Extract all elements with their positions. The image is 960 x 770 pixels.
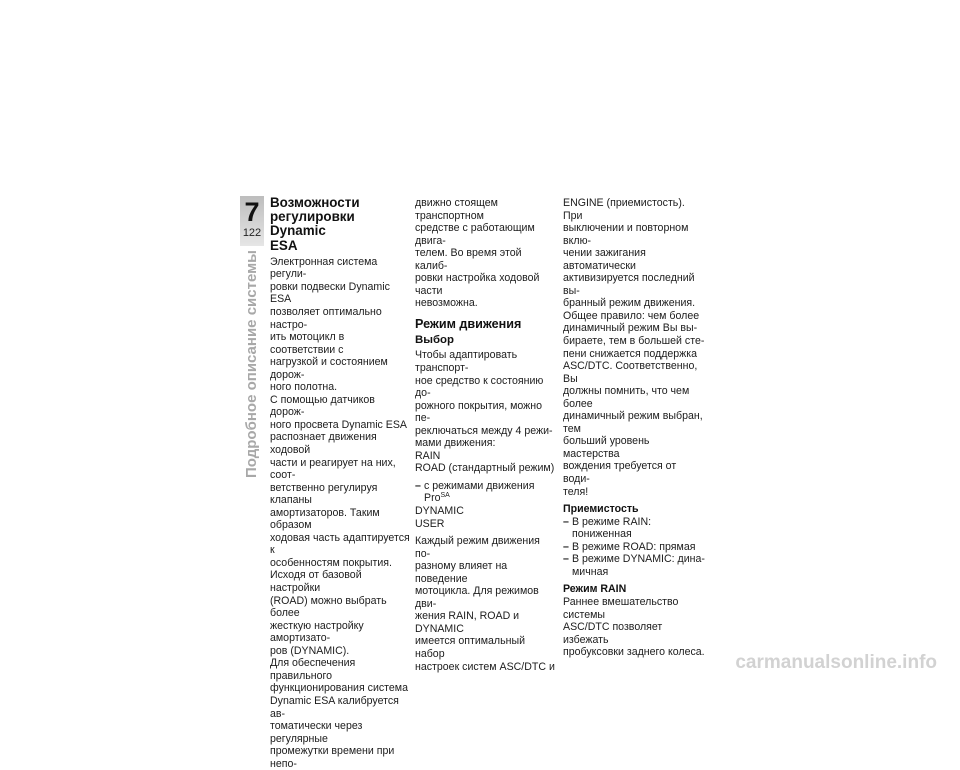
mode-user: USER	[415, 517, 445, 530]
chapter-number: 7	[244, 197, 260, 227]
sa-superscript: SA	[440, 492, 450, 500]
heading-response: Приемистость	[563, 503, 639, 516]
response-item-dynamic: – В режиме DYNAMIC: дина- мичная	[563, 553, 705, 578]
paragraph: Для обеспечения правильного функционирования система Dynamic ESA калибруется ав- томатически через регулярные промежутки времени при непо-	[270, 657, 408, 770]
paragraph: Каждый режим движения по- разному влияет на поведение мотоцикла. Для режимов дви- жения RAIN, ROAD и DYNAMIC имеется оптимальный набор настроек систем ASC/DTC и	[415, 535, 555, 673]
paragraph: движно стоящем транспортном средстве с работающим двига- телем. Во время этой калиб- ровки настройка ходовой части невозможна.	[415, 197, 540, 310]
mode-list	[415, 450, 555, 475]
heading-rain-mode: Режим RAIN	[563, 583, 627, 596]
response-item-road: – В режиме ROAD: прямая	[563, 540, 696, 553]
heading-esa: Возможности регулировки Dynamic ESA	[270, 195, 360, 253]
mode-rain: RAIN	[415, 449, 441, 462]
paragraph: С помощью датчиков дорож- ного просвета Dynamic ESA распознает движения ходовой части и реагирует на них, соот- ветственно регулируя клапаны амортизаторов. Таким образом ходовая часть адаптируется к особенностям покрытия.	[270, 393, 410, 569]
text-column-3	[563, 197, 705, 659]
paragraph: Раннее вмешательство системы ASC/DTC позволяет избежать пробуксовки заднего колеса.	[563, 595, 705, 659]
mode-list-pro	[415, 505, 555, 530]
watermark: carmanualsonline.info	[735, 652, 937, 673]
text-column-1	[270, 196, 412, 770]
subheading-selection: Выбор	[415, 333, 454, 346]
text-column-2	[415, 197, 555, 673]
paragraph: Общее правило: чем более динамичный режим Вы вы- бираете, тем в большей сте- пени снижается поддержка ASC/DTC. Соответственно, Вы должны помнить, что чем более динамичный режим выбран, тем больший уровень мастерства вождения требуется от води- теля!	[563, 309, 705, 498]
paragraph: ENGINE (приемистость). При выключении и повторном вклю- чении зажигания автоматически активизируется последний вы- бранный режим движения.	[563, 197, 696, 310]
page-number: 122	[242, 227, 262, 239]
mode-dynamic: DYNAMIC	[415, 504, 464, 517]
paragraph: Чтобы адаптировать транспорт- ное средство к состоянию до- рожного покрытия, можно пе- реключаться между 4 режи- мами движения:	[415, 349, 553, 450]
pro-modes-item: – с режимами движения Pro$^{SA}$	[415, 479, 535, 505]
response-item-rain: – В режиме RAIN: пониженная	[563, 515, 652, 541]
paragraph: Электронная система регули- ровки подвески Dynamic ESA позволяет оптимально настро- ить мотоцикл в соответствии с нагрузкой и состоянием дорож- ного полотна.	[270, 255, 390, 394]
paragraph: Исходя от базовой настройки (ROAD) можно выбрать более жесткую настройку амортизато- ров (DYNAMIC).	[270, 569, 387, 657]
section-title-vertical: Подробное описание системы	[243, 250, 260, 478]
heading-riding-mode: Режим движения	[415, 316, 522, 331]
mode-road: ROAD (стандартный режим)	[415, 462, 555, 475]
